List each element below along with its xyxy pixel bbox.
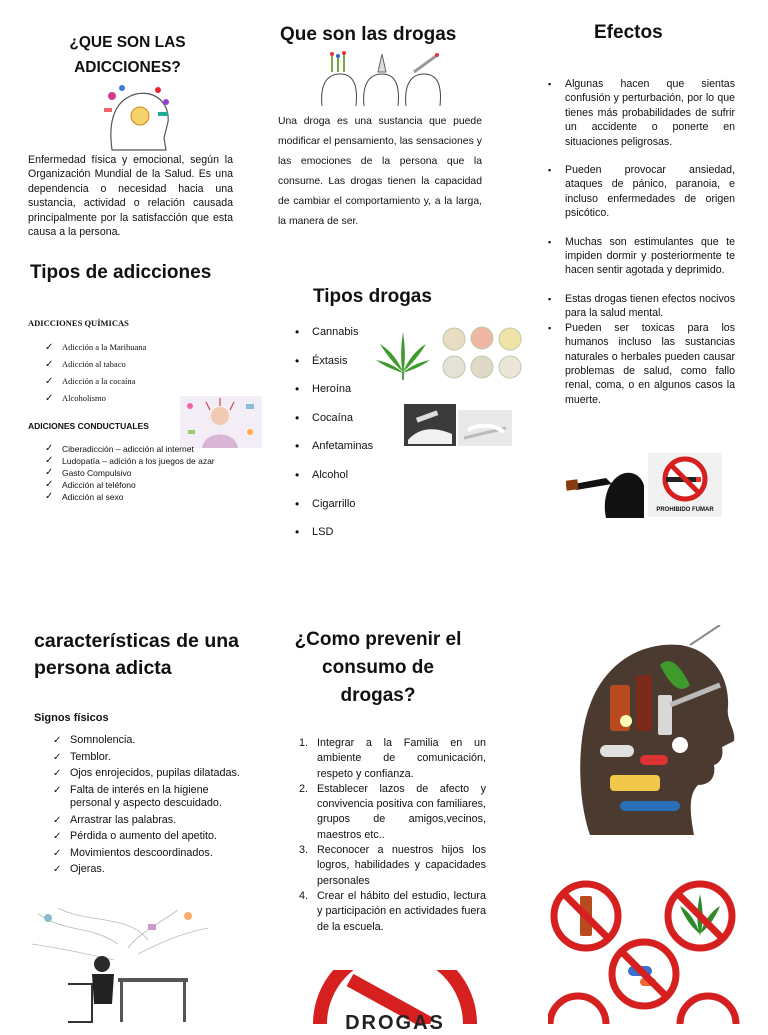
no-drugs-sign-text: DROGAS: [345, 1012, 445, 1034]
list-item: • Cocaína: [312, 404, 402, 433]
drugs-definition: Una droga es una sustancia que puede modificar el pensamiento, las sensaciones y las emociones de la persona que la consume. Las drogas tienen la capacidad de cambiar el comportamiento y, a la larga, la manera de ser.: [278, 116, 482, 227]
addiction-types-title: Tipos de adicciones: [30, 262, 212, 283]
list-item: ✓ Ludopatía – adición a los juegos de azar: [62, 455, 242, 467]
prohibition-signs-collage: [548, 878, 740, 1024]
list-item: • Cigarrillo: [312, 490, 402, 519]
prevention-steps: [317, 736, 486, 935]
list-item: • Cannabis: [312, 318, 402, 347]
behavioral-heading: ADICIONES CONDUCTUALES: [28, 421, 149, 431]
list-item: ✓ Falta de interés en la higiene personal y aspecto descuidado.: [70, 784, 240, 811]
list-item: ✓ Adicción al teléfono: [62, 479, 242, 491]
effects-list: [565, 77, 735, 407]
overwhelmed-person-image: [28, 904, 218, 1024]
list-item: ✓ Pérdida o aumento del apetito.: [70, 830, 240, 844]
list-item: ✓ Somnolencia.: [70, 734, 240, 748]
behavioral-list: [62, 443, 242, 503]
list-item: ✓ Ojos enrojecidos, pupilas dilatadas.: [70, 767, 240, 781]
drinking-silhouette-image: [566, 460, 646, 518]
list-item: ▪ Pueden provocar ansiedad, ataques de pánico, paranoia, e incluso enfermedades de origen psicótico.: [565, 163, 735, 221]
prevention-title: ¿Como prevenir el consumo de drogas?: [294, 629, 462, 706]
addiction-definition: Enfermedad física y emocional, según la Organización Mundial de la Salud. Es una dependencia o necesidad hacia una sustancia, actividad o relación causada principalmente por la satisfacción que esta causa a la persona.: [28, 154, 233, 239]
addictions-title: ¿QUE SON LAS ADICCIONES?: [69, 34, 186, 76]
list-item: ▪ Muchas son estimulantes que te impiden dormir y posteriormente te hacen sentir agotada y deprimido.: [565, 235, 735, 278]
stressed-person-image: [180, 396, 262, 448]
cocaine-image-1: [404, 404, 456, 446]
pills-image: [440, 325, 526, 383]
list-item: • Anfetaminas: [312, 432, 402, 461]
list-item: ✓ Adicción al tabaco: [62, 356, 212, 373]
list-item: • Heroína: [312, 375, 402, 404]
cocaine-image-2: [458, 410, 512, 446]
addict-characteristics-title: características de una persona adicta: [34, 630, 239, 679]
list-item: ✓ Adicción a la cocaína: [62, 373, 212, 390]
list-item: ✓ Temblor.: [70, 751, 240, 765]
list-item: • Éxtasis: [312, 347, 402, 376]
drugs-head-collage: [570, 625, 740, 837]
drug-types-title: Tipos drogas: [313, 286, 432, 307]
physical-signs-list: [70, 734, 240, 877]
list-item: ✓ Ciberadicción – adicción al internet: [62, 443, 242, 455]
list-item: ✓ Arrastrar las palabras.: [70, 814, 240, 828]
physical-signs-heading: Signos físicos: [34, 712, 109, 724]
list-item: ✓ Adicción al sexo: [62, 491, 242, 503]
list-item: ✓ Gasto Compulsivo: [62, 467, 242, 479]
list-item: 3. Reconocer a nuestros hijos los logros, habilidades y capacidades personales: [317, 843, 486, 889]
list-item: ▪ Estas drogas tienen efectos nocivos para la salud mental.: [565, 292, 735, 321]
list-item: ▪ Algunas hacen que sientas confusión y perturbación, por lo que tienes más probabilidades de sufrir un accidente o ponerte en situaciones peligrosas.: [565, 77, 735, 149]
list-item: ✓ Movimientos descoordinados.: [70, 847, 240, 861]
drugs-title: Que son las drogas: [280, 24, 457, 45]
cannabis-leaf-icon: [374, 330, 432, 380]
list-item: • LSD: [312, 518, 402, 547]
chemical-heading: ADICCIONES QUÍMICAS: [28, 318, 129, 328]
list-item: ✓ Alcoholismo: [62, 390, 212, 407]
list-item: 1. Integrar a la Familia en un ambiente de comunicación, respeto y confianza.: [317, 736, 486, 782]
no-smoking-label: PROHIBIDO FUMAR: [656, 507, 714, 513]
effects-title: Efectos: [594, 22, 663, 43]
list-item: 2. Establecer lazos de afecto y convivencia positiva con familiares, grupos de amigos,vecinos, maestros etc..: [317, 782, 486, 843]
list-item: 4. Crear el hábito del estudio, lectura y participación en actividades fuera de la escuela.: [317, 889, 486, 935]
list-item: ▪ Pueden ser toxicas para los humanos incluso las sustancias naturales o herbales pueden causar problemas de salud, como fallo renal, coma, o en algunos casos la muerte.: [565, 321, 735, 407]
list-item: • Alcohol: [312, 461, 402, 490]
heads-illustration: [318, 50, 444, 108]
list-item: ✓ Adicción a la Marihuana: [62, 339, 212, 356]
list-item: ✓ Ojeras.: [70, 863, 240, 877]
addiction-head-illustration: [100, 82, 178, 152]
